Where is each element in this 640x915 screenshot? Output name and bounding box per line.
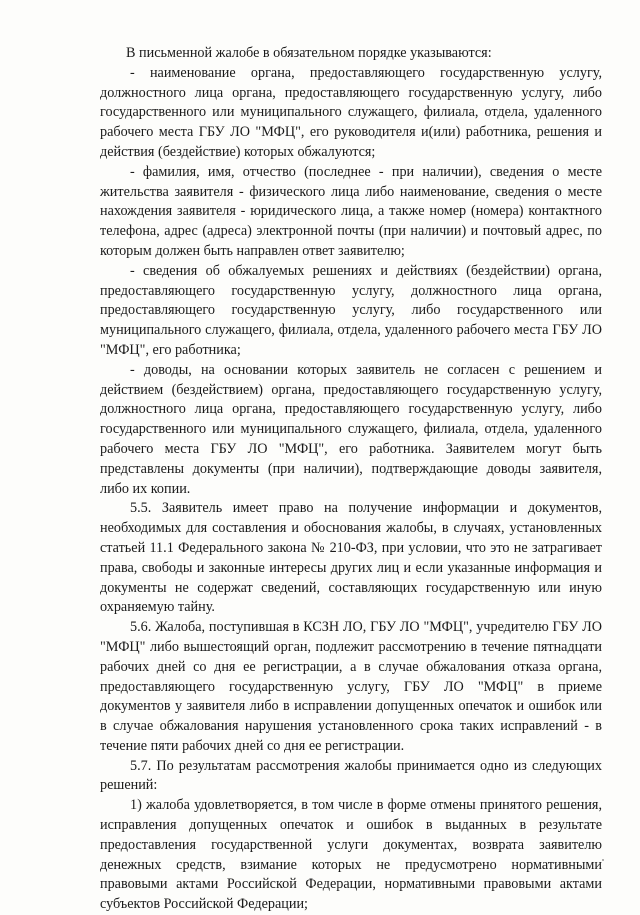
clause-5-6: 5.6. Жалоба, поступившая в КСЗН ЛО, ГБУ ЛО "МФЦ", учредителю ГБУ ЛО "МФЦ" либо вышестоящий орган, подлежит рассмотрению в течение пятнадцати рабочих дней со дня ее регистрации, а в случае обжалования отказа органа, предоставляющего государственную услугу, ГБУ ЛО "МФЦ" в приеме документов у заявителя либо в исправлении допущенных опечаток и ошибок или в случае обжалования нарушения установленного срока таких исправлений - в течение пяти рабочих дней со дня ее регистрации. xyxy=(100,619,602,754)
list-item-decisions: - сведения об обжалуемых решениях и действиях (бездействии) органа, предоставляющего государственную услугу, должностного лица органа, предоставляющего государственную услугу, либо государственного или муниципального служащего, филиала, отдела, удаленного рабочего места ГБУ ЛО "МФЦ", его работника; xyxy=(100,262,602,358)
page-speck xyxy=(602,859,604,861)
list-item-arguments: - доводы, на основании которых заявитель не согласен с решением и действием (бездействием) органа, предоставляющего государственную услугу, должностного лица органа, предоставляющего государственную услугу, либо государственного или муниципального служащего, филиала, отдела, удаленного рабочего места ГБУ ЛО "МФЦ", его работника. Заявителем могут быть представлены документы (при наличии), подтверждающие доводы заявителя, либо их копии. xyxy=(100,361,602,497)
intro-paragraph: В письменной жалобе в обязательном порядке указываются: xyxy=(126,45,492,61)
clause-5-7-item-1: 1) жалоба удовлетворяется, в том числе в форме отмены принятого решения, исправления допущенных опечаток и ошибок в выданных в результате предоставления государственной услуги документах, возврата заявителю денежных средств, взимание которых не предусмотрено нормативными правовыми актами Российской Федерации, нормативными правовыми актами субъектов Российской Федерации; xyxy=(100,797,602,913)
clause-5-7: 5.7. По результатам рассмотрения жалобы принимается одно из следующих решений: xyxy=(100,757,602,794)
document-body xyxy=(100,44,602,915)
list-item-applicant: - фамилия, имя, отчество (последнее - при наличии), сведения о месте жительства заявителя - физического лица либо наименование, сведения о месте нахождения заявителя - юридического лица, а также номер (номера) контактного телефона, адрес (адреса) электронной почты (при наличии) и почтовый адрес, по которым должен быть направлен ответ заявителю; xyxy=(100,163,602,259)
clause-5-5: 5.5. Заявитель имеет право на получение информации и документов, необходимых для составления и обоснования жалобы, в случаях, установленных статьей 11.1 Федерального закона № 210-ФЗ, при условии, что это не затрагивает права, свободы и законные интересы других лиц и если указанные информация и документы не содержат сведений, составляющих государственную или иную охраняемую тайну. xyxy=(100,500,602,616)
list-item-authority: - наименование органа, предоставляющего государственную услугу, должностного лица органа, предоставляющего государственную услугу, либо государственного или муниципального служащего, филиала, отдела, удаленного рабочего места ГБУ ЛО "МФЦ", его руководителя и(или) работника, решения и действия (бездействие) которых обжалуются; xyxy=(100,64,602,160)
